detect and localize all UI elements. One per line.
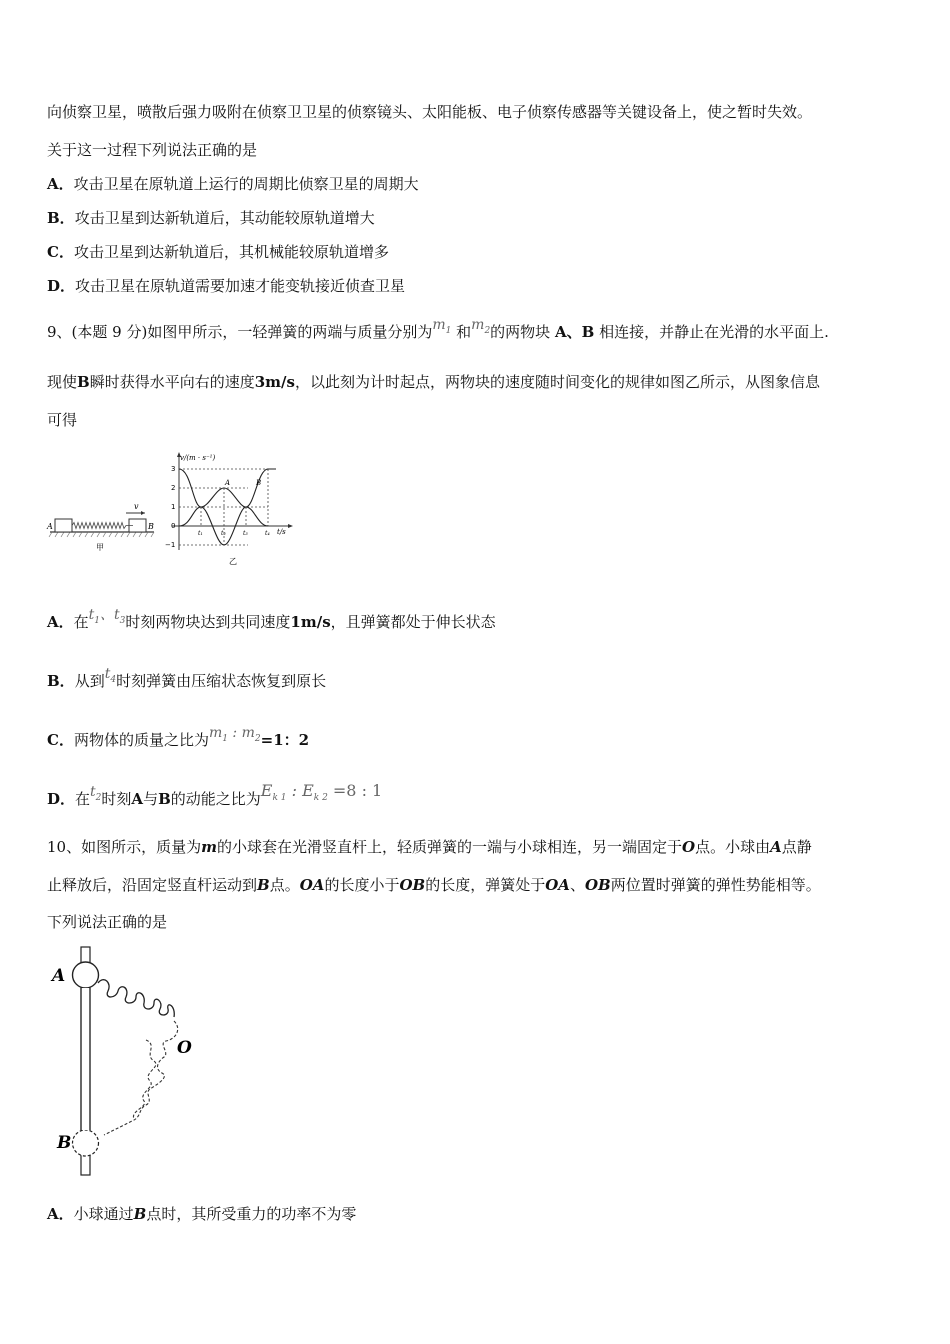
label-b: B xyxy=(57,1133,72,1153)
q9-option-b: B．从到$t_4$时刻弹簧由压缩状态恢复到原长 xyxy=(47,666,327,690)
figure-yi xyxy=(165,452,293,566)
y-tick-0: 0 xyxy=(171,522,176,530)
x-tick-t2: t₂ xyxy=(221,530,226,537)
caption-yi: 乙 xyxy=(229,557,237,566)
q9-option-a: A．在$t_1$、$t_3$时刻两物块达到共同速度1m/s，且弹簧都处于伸长状态 xyxy=(47,607,496,631)
q10-option-a: A．小球通过B点时，其所受重力的功率不为零 xyxy=(47,1205,357,1223)
y-tick-1: 1 xyxy=(171,503,176,511)
y-axis-label: v/(m · s⁻¹) xyxy=(180,454,216,462)
figure-jia xyxy=(46,502,154,552)
block-b-label: B xyxy=(148,522,154,531)
x-tick-t3: t₃ xyxy=(243,530,248,537)
ball-b xyxy=(73,1130,99,1156)
q8-text-line1: 向侦察卫星，喷散后强力吸附在侦察卫卫星的侦察镜头、太阳能板、电子侦察传感器等关键设备上，使之暂时失效。 xyxy=(47,103,813,121)
spring xyxy=(72,523,133,529)
y-tick-3: 3 xyxy=(171,465,176,473)
y-tick-neg1: −1 xyxy=(165,541,176,549)
ball-a xyxy=(73,962,99,988)
q9-stem-line2: 现使B瞬时获得水平向右的速度3m/s，以此刻为计时起点，两物块的速度随时间变化的规律如图乙所示，从图象信息 xyxy=(47,373,820,391)
x-tick-t1: t₁ xyxy=(198,530,203,537)
q8-option-d: D．攻击卫星在原轨道需要加速才能变轨接近侦查卫星 xyxy=(47,277,406,295)
q8-text-line2: 关于这一过程下列说法正确的是 xyxy=(47,141,258,159)
q10-stem-line1: 10、如图所示，质量为m的小球套在光滑竖直杆上，轻质弹簧的一端与小球相连，另一端固定于O点。小球由A点静 xyxy=(47,838,812,856)
q10-stem-line2: 止释放后，沿固定竖直杆运动到B点。OA的长度小于OB的长度，弹簧处于OA、OB两位置时弹簧的弹性势能相等。 xyxy=(47,876,821,894)
block-a-label: A xyxy=(47,522,53,531)
spring-oa xyxy=(98,980,174,1017)
q10-stem-line3: 下列说法正确的是 xyxy=(47,913,168,931)
q8-option-a: A．攻击卫星在原轨道上运行的周期比侦察卫星的周期大 xyxy=(47,175,419,193)
y-tick-2: 2 xyxy=(171,484,176,492)
velocity-label: v xyxy=(134,502,139,511)
q9-option-c: C．两物体的质量之比为$m_1$ : $m_2=1$：2 xyxy=(47,725,310,749)
q8-option-b: B．攻击卫星到达新轨道后，其动能较原轨道增大 xyxy=(47,209,375,227)
caption-jia: 甲 xyxy=(96,543,104,552)
label-a: A xyxy=(52,966,66,986)
q9-figure xyxy=(46,448,301,570)
x-tick-t4: t₄ xyxy=(265,530,270,537)
q10-figure xyxy=(46,945,206,1180)
x-axis-label: t/s xyxy=(277,528,286,536)
curve-a-label: A xyxy=(225,479,231,487)
q9-option-d: D．在$t_2$时刻A与B的动能之比为$E_{k 1}$ : $E_{k 2} =8$ : 1 xyxy=(47,781,383,808)
q9-stem-line3: 可得 xyxy=(47,411,78,429)
block-a xyxy=(55,519,72,532)
spring-ob xyxy=(104,1021,178,1135)
curve-b-label: B xyxy=(256,479,262,487)
q8-option-c: C．攻击卫星到达新轨道后，其机械能较原轨道增多 xyxy=(47,243,389,261)
q9-stem-line1: 9、(本题 9 分)如图甲所示，一轻弹簧的两端与质量分别为$m_1$ 和$m_2$的两物块 A、B 相连接，并静止在光滑的水平面上. xyxy=(47,317,829,341)
label-o: O xyxy=(177,1038,192,1058)
